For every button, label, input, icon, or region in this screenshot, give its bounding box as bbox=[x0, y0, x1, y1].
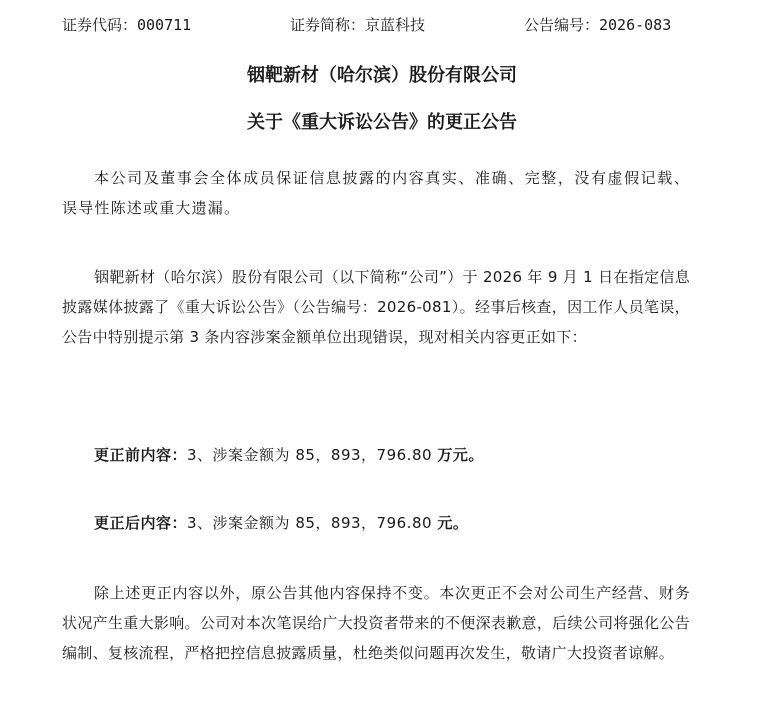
announcement-number: 公告编号：2026-083 bbox=[524, 16, 672, 34]
before-correction-text: 3、涉案金额为 85，893，796.80 bbox=[187, 446, 438, 464]
security-abbreviation: 证券简称：京蓝科技 bbox=[290, 16, 426, 34]
announcement-header bbox=[0, 14, 764, 38]
announcement-subject-title: 关于《重大诉讼公告》的更正公告 bbox=[247, 112, 517, 133]
security-code: 证券代码：000711 bbox=[62, 16, 192, 34]
after-correction-label: 更正后内容： bbox=[94, 514, 188, 532]
content-after-correction bbox=[62, 508, 690, 538]
company-name-title: 铟靶新材（哈尔滨）股份有限公司 bbox=[247, 65, 517, 86]
after-correction-unit: 元。 bbox=[437, 514, 469, 532]
after-correction-text: 3、涉案金额为 85，893，796.80 bbox=[187, 514, 438, 532]
before-correction-unit: 万元。 bbox=[437, 446, 484, 464]
board-declaration-paragraph: 本公司及董事会全体成员保证信息披露的内容真实、准确、完整，没有虚假记载、误导性陈述或重大遗漏。 bbox=[62, 169, 690, 217]
before-correction-label: 更正前内容： bbox=[94, 446, 188, 464]
background-paragraph: 铟靶新材（哈尔滨）股份有限公司（以下简称“公司”）于 2026 年 9 月 1 日在指定信息披露媒体披露了《重大诉讼公告》（公告编号：2026-081）。经事后核查，因工作人员笔误，公告中特别提示第 3 条内容涉案金额单位出现错误，现对相关内容更正如下： bbox=[62, 268, 690, 346]
content-before-correction bbox=[62, 440, 690, 470]
closing-paragraph: 除上述更正内容以外，原公告其他内容保持不变。本次更正不会对公司生产经营、财务状况产生重大影响。公司对本次笔误给广大投资者带来的不便深表歉意，后续公司将强化公告编制、复核流程，严格把控信息披露质量，杜绝类似问题再次发生，敬请广大投资者谅解。 bbox=[62, 584, 690, 662]
